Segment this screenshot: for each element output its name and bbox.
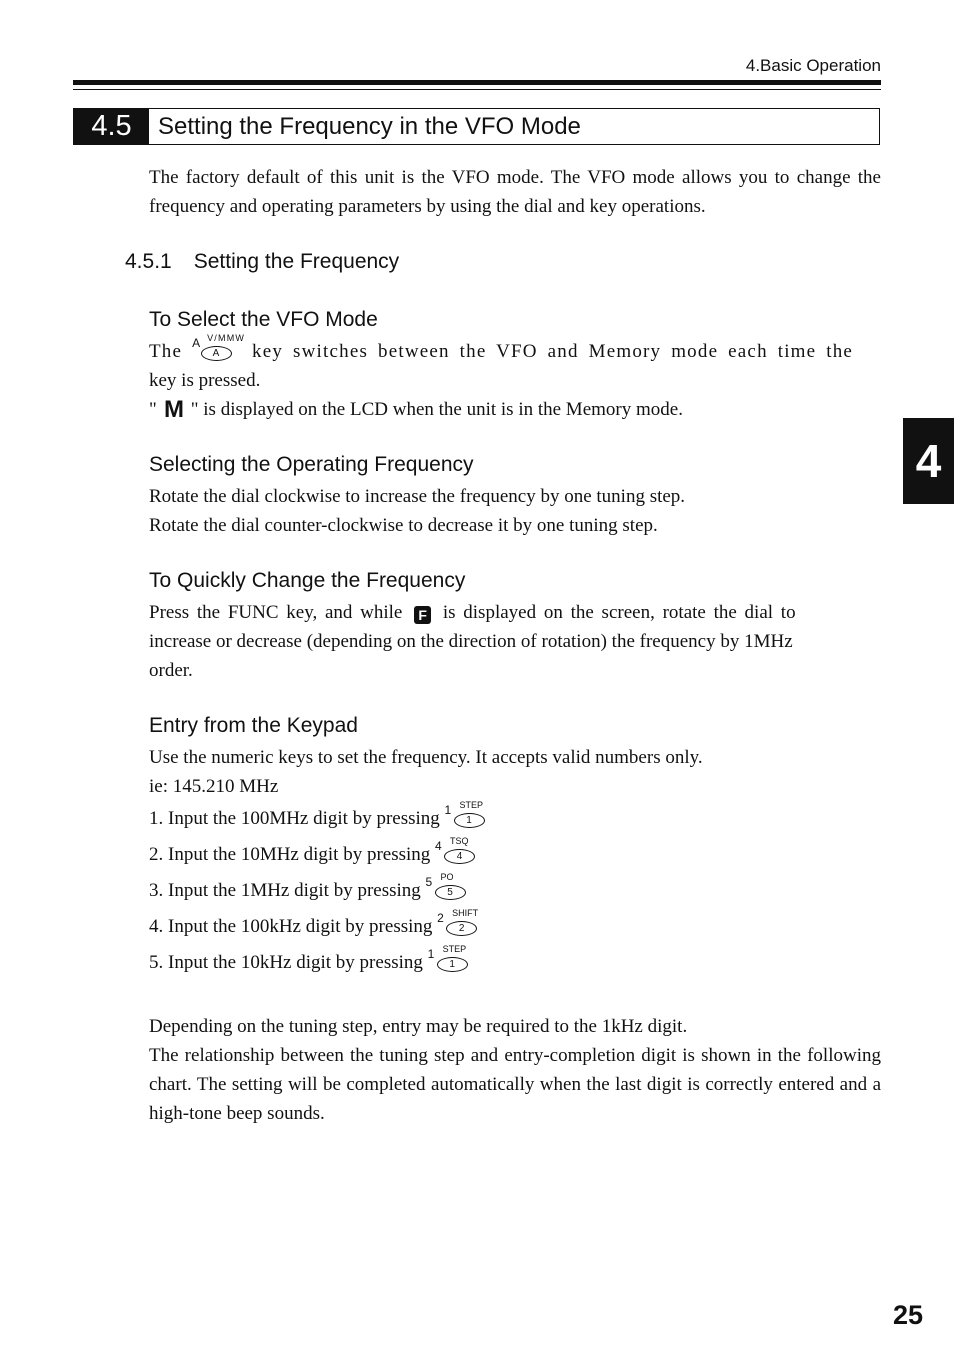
step-text: 1. Input the 100MHz digit by pressing [149,808,440,829]
intro-paragraph: The factory default of this unit is the VFO mode. The VFO mode allows you to change the frequency and operating parameters by using the dial and key operations. [149,167,881,217]
lcd-text: " is displayed on the LCD when the unit is in the Memory mode. [190,399,683,420]
step-key-icon [427,944,478,976]
operating-freq-heading: Selecting the Operating Frequency [149,453,474,476]
key-oval-label: 4 [444,849,475,864]
header-rule-thin [73,89,881,90]
subsection-title: Setting the Frequency [193,250,400,273]
key-oval-label: 5 [435,885,466,900]
chapter-tab: 4 [903,418,954,504]
key-oval-label: 2 [446,921,477,936]
shift-key-icon [437,908,487,940]
quick-change-line-2: increase or decrease (depending on the direction of rotation) the frequency by 1MHz [149,631,793,652]
step-key-icon [444,800,495,832]
key-sub-label: TSQ [450,836,469,846]
quick-change-after: is displayed on the screen, rotate the dial to [442,602,796,623]
section-title: Setting the Frequency in the VFO Mode [158,113,581,140]
quick-change-heading: To Quickly Change the Frequency [149,569,466,592]
vfo-mode-key-icon [192,333,246,365]
quick-change-text [149,598,881,685]
running-head: 4.Basic Operation [745,56,881,75]
lcd-open-quote: " [149,399,157,420]
quick-change-before: Press the FUNC key, and while [149,602,403,623]
memory-m-icon [157,397,191,419]
select-vfo-line-1 [149,333,881,366]
key-oval-label: 1 [454,813,485,828]
select-vfo-heading: To Select the VFO Mode [149,308,378,331]
keypad-step-3 [149,873,881,909]
operating-freq-text [149,482,881,540]
key-sub-label: V/MMW [207,333,246,343]
keypad-step-4 [149,909,881,945]
key-main-label: A [192,336,202,350]
keypad-intro [149,743,881,801]
select-vfo-text-after: key switches between the VFO and Memory mode each time the [252,341,854,362]
key-sub-label: STEP [442,944,467,954]
key-oval-label: A [201,346,232,361]
key-sub-label: SHIFT [452,908,479,918]
po-key-icon [425,872,476,904]
keypad-step-5 [149,945,881,981]
keypad-step-2 [149,837,881,873]
select-vfo-line-3 [149,395,881,424]
key-main-label: 2 [437,911,444,925]
closing-line-1: Depending on the tuning step, entry may be required to the 1kHz digit. [149,1016,688,1037]
step-text: 5. Input the 10kHz digit by pressing [149,952,423,973]
select-vfo-line-2: key is pressed. [149,370,261,391]
operating-freq-line-1: Rotate the dial clockwise to increase the frequency by one tuning step. [149,486,686,507]
key-sub-label: STEP [459,800,484,810]
key-main-label: 1 [444,803,452,817]
key-oval-label: 1 [437,957,468,972]
key-main-label: 4 [435,839,442,853]
keypad-line-1: Use the numeric keys to set the frequency. It accepts valid numbers only. [149,747,703,768]
quick-change-line-1 [149,598,881,627]
section-header [73,108,880,145]
svg-text:M: M [163,397,184,419]
step-text: 3. Input the 1MHz digit by pressing [149,880,421,901]
keypad-steps [149,801,881,981]
key-sub-label: PO [440,872,454,882]
select-vfo-text-before: The [149,341,183,362]
subsection-number: 4.5.1 [125,250,172,273]
section-number: 4.5 [74,109,149,144]
page-number: 25 [892,1300,923,1330]
header-rule-thick [73,80,881,85]
step-text: 2. Input the 10MHz digit by pressing [149,844,431,865]
subsection-heading [125,250,399,274]
closing-paragraph: The relationship between the tuning step and entry-completion digit is shown in the following chart. The setting will be completed automatically when the last digit is correctly entered and a high-tone beep sounds. [149,1045,881,1124]
operating-freq-line-2: Rotate the dial counter-clockwise to decrease it by one tuning step. [149,515,658,536]
quick-change-line-3: order. [149,660,193,681]
keypad-example: ie: 145.210 MHz [149,776,279,797]
select-vfo-text [149,333,881,424]
step-text: 4. Input the 100kHz digit by pressing [149,916,433,937]
key-main-label: 1 [427,947,435,961]
keypad-step-1 [149,801,881,837]
tsq-key-icon [435,836,485,868]
keypad-heading: Entry from the Keypad [149,714,358,737]
function-f-icon: F [414,606,431,624]
key-main-label: 5 [425,875,433,889]
